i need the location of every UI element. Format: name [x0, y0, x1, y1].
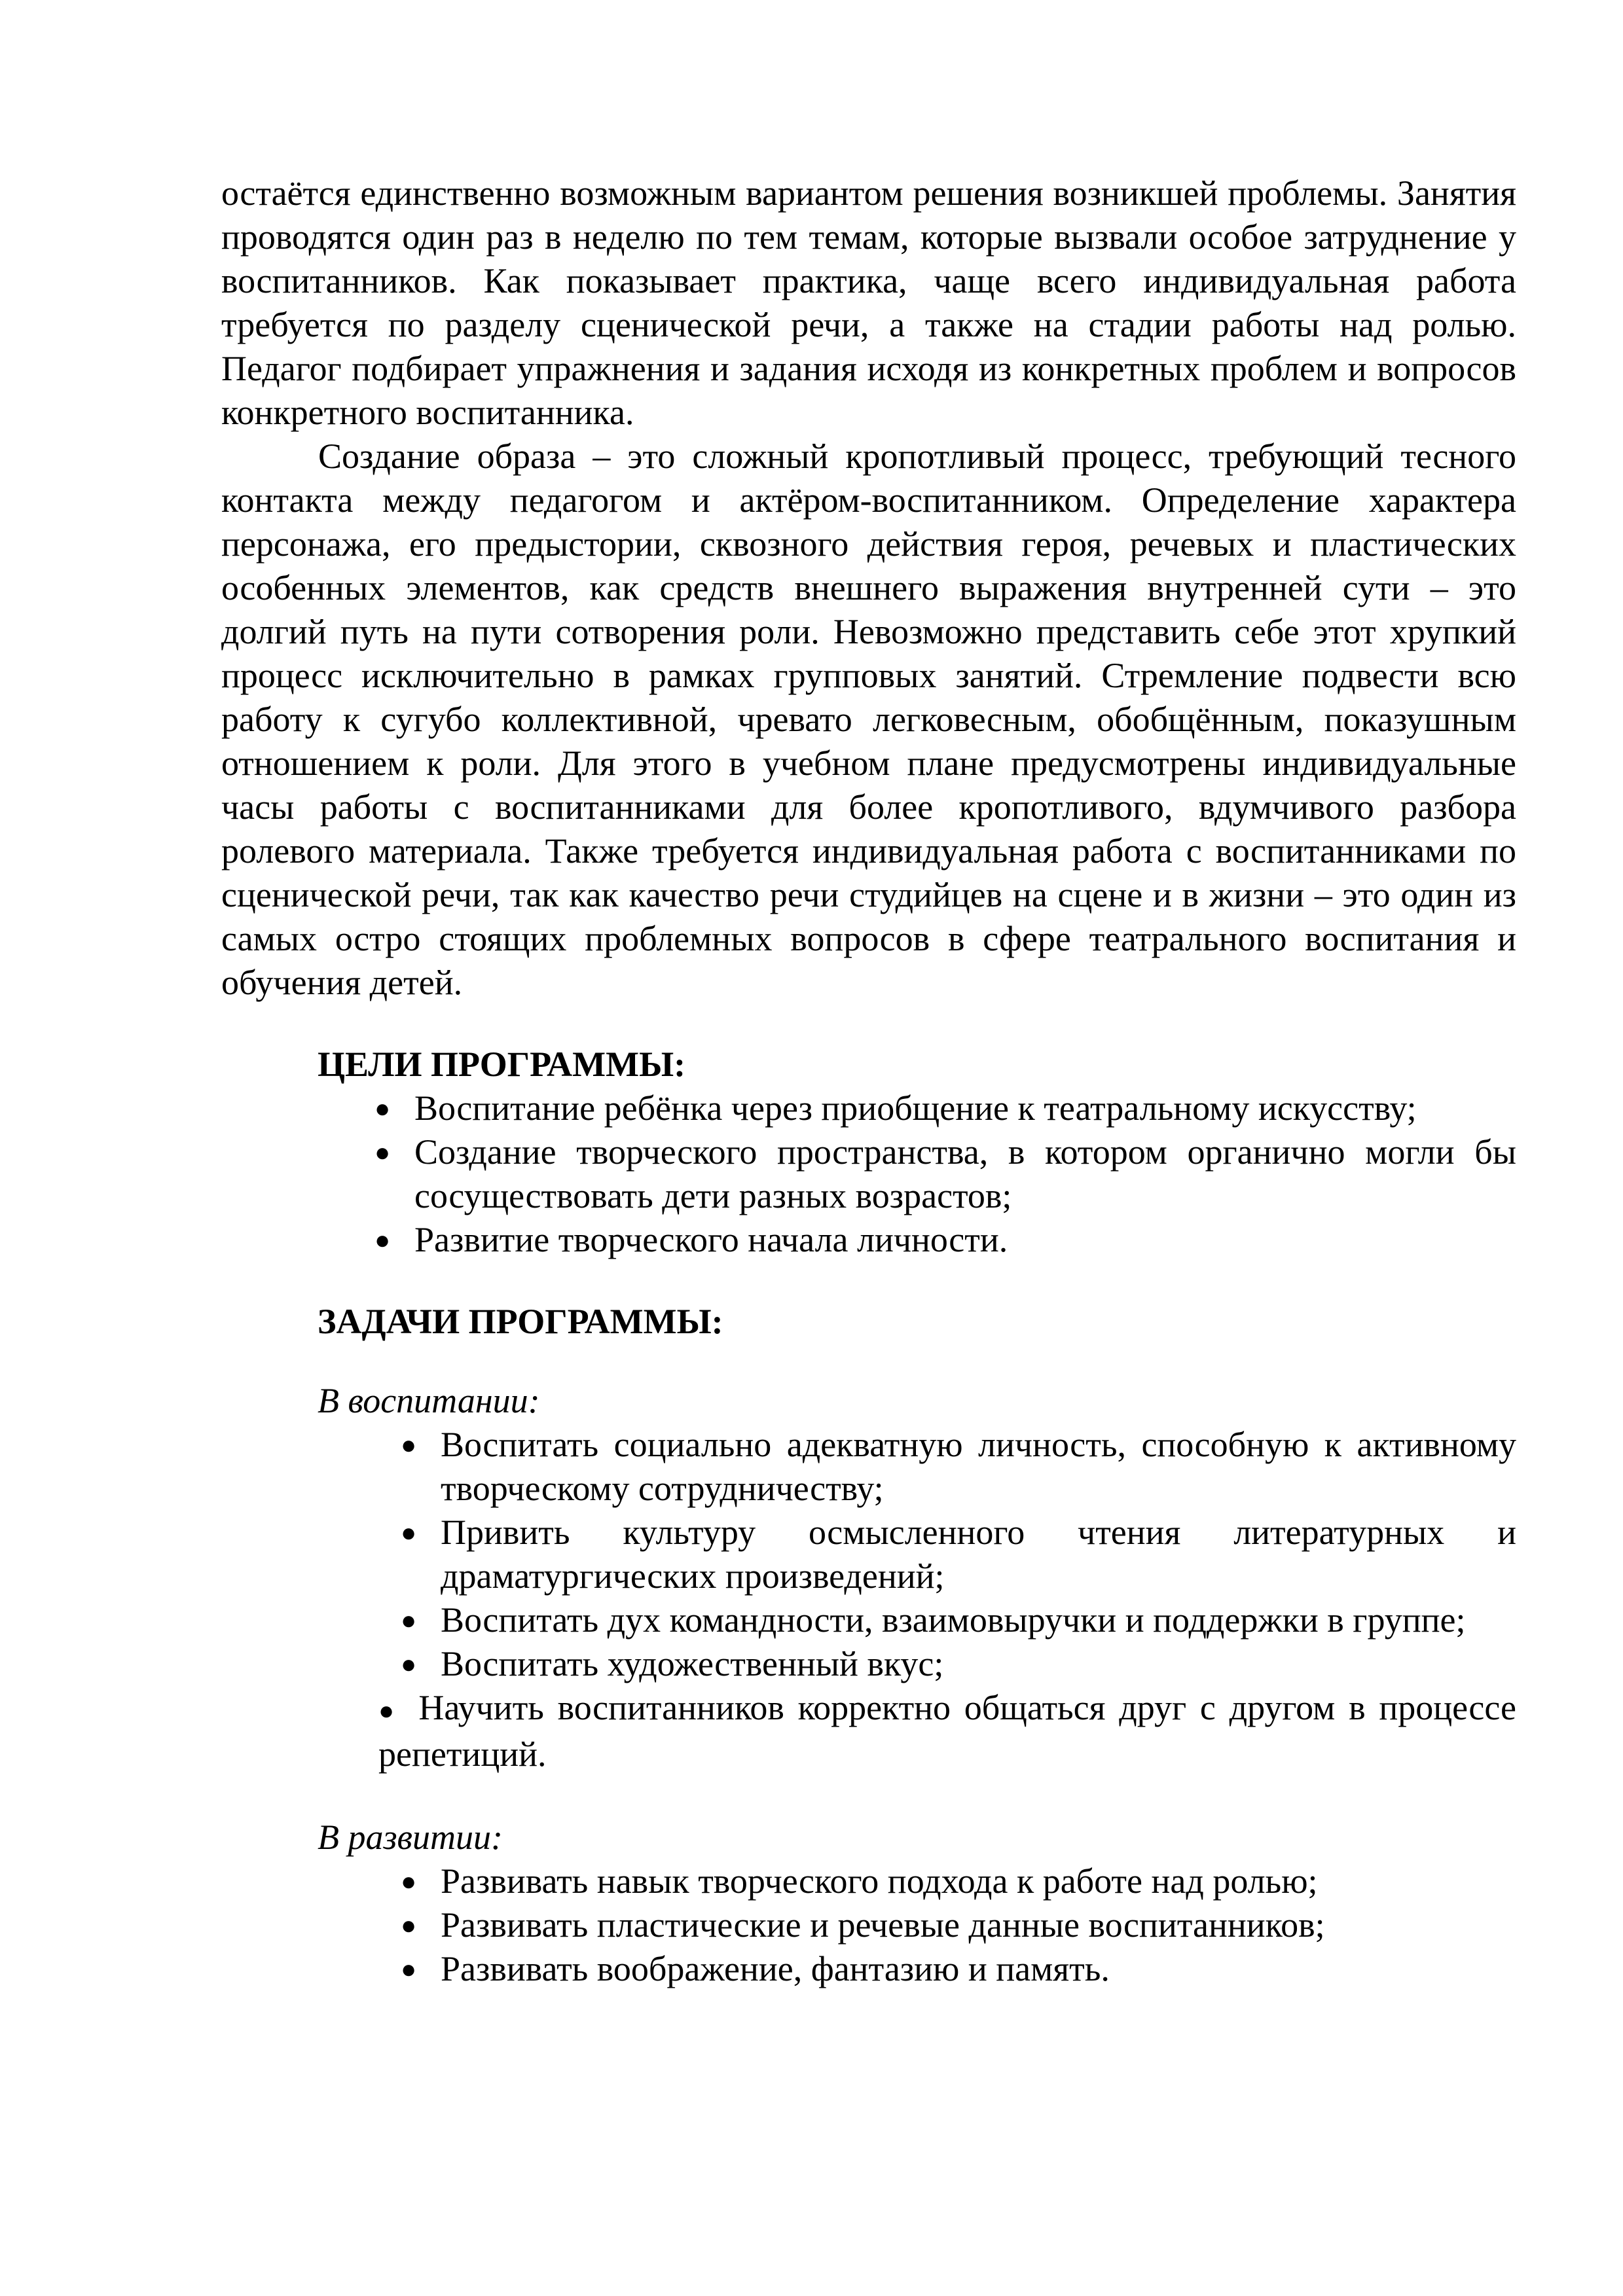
upbringing-subheading: В воспитании: [318, 1381, 540, 1420]
upbringing-item: ● Научить воспитанников корректно общаться друг с другом в процессе репетиций. [378, 1688, 1516, 1774]
page-content [221, 171, 1516, 1991]
bullet-icon: ● [401, 1867, 417, 1896]
bullet-icon: ● [401, 1910, 417, 1940]
goals-item: ● Воспитание ребёнка через приобщение к театральному искусству; [365, 1086, 1516, 1130]
bullet-icon: ● [401, 1518, 417, 1547]
development-item: ● Развивать воображение, фантазию и память. [392, 1947, 1516, 1991]
bullet-icon: ● [401, 1954, 417, 1984]
upbringing-item: ● Воспитать социально адекватную личность, способную к активному творческому сотрудничеству; [392, 1423, 1516, 1511]
bullet-icon: ● [374, 1094, 391, 1123]
goals-item: ● Развитие творческого начала личности. [365, 1218, 1516, 1262]
bullet-icon: ● [401, 1605, 417, 1635]
bullet-icon: ● [401, 1649, 417, 1679]
bullet-icon: ● [374, 1138, 391, 1167]
intro-paragraph-1: остаётся единственно возможным вариантом решения возникшей проблемы. Занятия проводятся один раз в неделю по тем темам, которые вызвали особое затруднение у воспитанников. Как показывает практика, чаще всего индивидуальная работа требуется по разделу сценической речи, а также на стадии работы над ролью. Педагог подбирает упражнения и задания исходя из конкретных проблем и вопросов конкретного воспитанника. [221, 173, 1516, 432]
development-list [392, 1859, 1516, 1991]
bullet-icon: ● [378, 1696, 399, 1725]
intro-paragraph-2: Создание образа – это сложный кропотливый процесс, требующий тесного контакта между педагогом и актёром-воспитанником. Определение характера персонажа, его предыстории, сквозного действия героя, речевых и пластических особенных элементов, как средств внешнего выражения внутренней сути – это долгий путь на пути сотворения роли. Невозможно представить себе этот хрупкий процесс исключительно в рамках групповых занятий. Стремление подвести всю работу к сугубо коллективной, чревато легковесным, обобщённым, показушным отношением к роли. Для этого в учебном плане предусмотрены индивидуальные часы работы с воспитанниками для более кропотливого, вдумчивого разбора ролевого материала. Также требуется индивидуальная работа с воспитанниками по сценической речи, так как качество речи студийцев на сцене и в жизни – это один из самых остро стоящих проблемных вопросов в сфере театрального воспитания и обучения детей. [221, 437, 1516, 1002]
goals-heading: ЦЕЛИ ПРОГРАММЫ: [318, 1045, 686, 1084]
development-subheading: В развитии: [318, 1818, 503, 1857]
development-item: ● Развивать навык творческого подхода к работе над ролью; [392, 1859, 1516, 1903]
tasks-heading: ЗАДАЧИ ПРОГРАММЫ: [318, 1302, 723, 1341]
upbringing-item: ● Привить культуру осмысленного чтения литературных и драматургических произведений; [392, 1511, 1516, 1598]
goals-list [365, 1086, 1516, 1262]
bullet-icon: ● [374, 1225, 391, 1255]
upbringing-item: ● Воспитать дух командности, взаимовыручки и поддержки в группе; [392, 1598, 1516, 1642]
development-item: ● Развивать пластические и речевые данные воспитанников; [392, 1903, 1516, 1947]
upbringing-list [378, 1423, 1516, 1776]
goals-item: ● Создание творческого пространства, в котором органично могли бы сосуществовать дети разных возрастов; [365, 1130, 1516, 1218]
upbringing-item: ● Воспитать художественный вкус; [392, 1642, 1516, 1686]
bullet-icon: ● [401, 1430, 417, 1460]
